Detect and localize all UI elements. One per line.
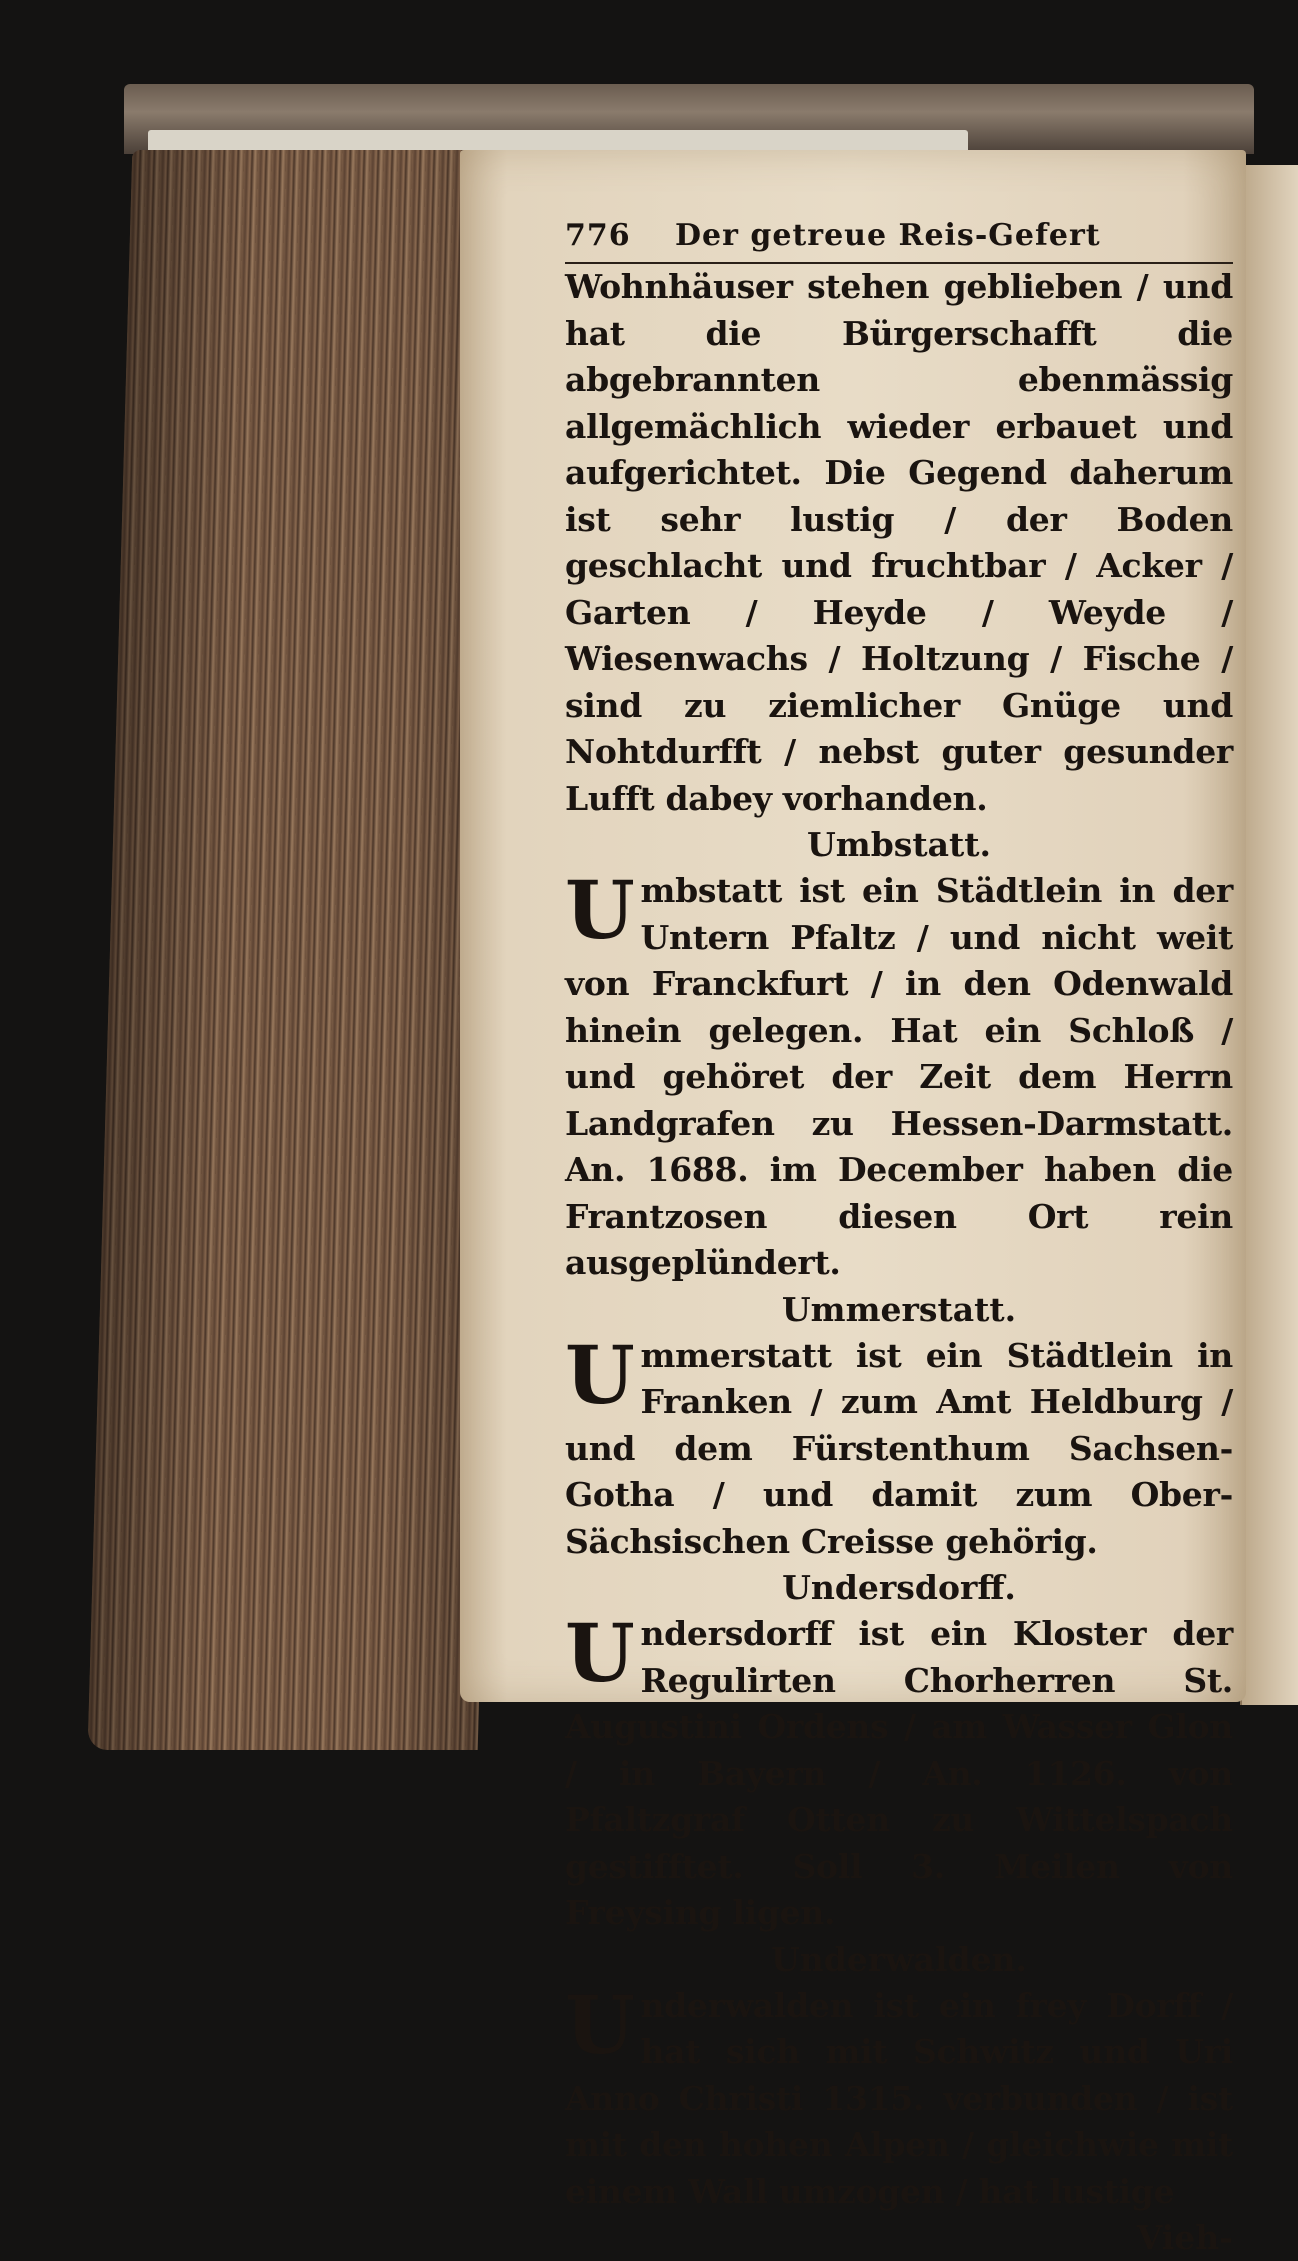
catchword: Vieh- [1136,2218,1233,2257]
entry-text: Umbstatt ist ein Städtlein in der Untern Pfaltz / und nicht weit von Franckfurt / in den Odenwald hinein gelegen. Hat ein Schloß / und gehöret der Zeit dem Herrn Landgrafen zu Hessen-Darmstatt. An. 1688. im December haben die Frantzosen diesen Ort rein ausgeplündert. [565,863,1233,1282]
facing-page-edge [1240,165,1298,1705]
entry-text: Undersdorff ist ein Kloster der Regulirten Chorherren St. Augustini Ordens / am Wasser Glon / in Bayern / An. 1126. von Pfaltzgraf Otten zu Wittelspach gestifftet. Soll 3. Meilen von Freysing ligen. [565,1606,1233,1932]
fore-edge-shadow [88,150,523,1750]
entry-title: Underwalden. [770,1939,1028,1979]
entry-text: Ummerstatt ist ein Städtlein in Franken / zum Amt Heldburg / und dem Fürstenthum Sachsen-Gotha / und damit zum Ober-Sächsischen Creisse gehörig. [565,1327,1233,1561]
running-head: Der getreue Reis-Gefert [675,218,1101,253]
entry-title: Ummerstatt. [781,1289,1017,1329]
entry-undersdorff [565,1565,1233,1937]
entry-text: Underwalden ist ein frey Dorff / hat sich mit Schwitz und Uri Anno Christi 1315. verbunden / ist mit den hohen Alpen / gleichwie mit einem Wall umzogen / hat lustige [565,1977,1233,2211]
page-number: 776 [565,218,631,253]
entry-umbstatt [565,822,1233,1287]
page-text-block [565,218,1233,2261]
entry-underwalden [565,1937,1233,2216]
entry-ummerstatt [565,1287,1233,1566]
page-header [565,218,1233,264]
entry-title: Umbstatt. [807,825,991,864]
entry-title: Undersdorff. [782,1568,1016,1607]
intro-paragraph: Wohnhäuser stehen geblieben / und hat die Bürgerschafft die abgebrannten ebenmässig allgemächlich wieder erbauet und aufgerichtet. Die Gegend daherum ist sehr lustig / der Boden geschlacht und fruchtbar / Acker / Garten / Heyde / Weyde / Wiesenwachs / Holtzung / Fische / sind zu ziemlicher Gnüge und Nohtdurfft / nebst guter gesunder Lufft dabey vorhanden. [565,267,1233,818]
